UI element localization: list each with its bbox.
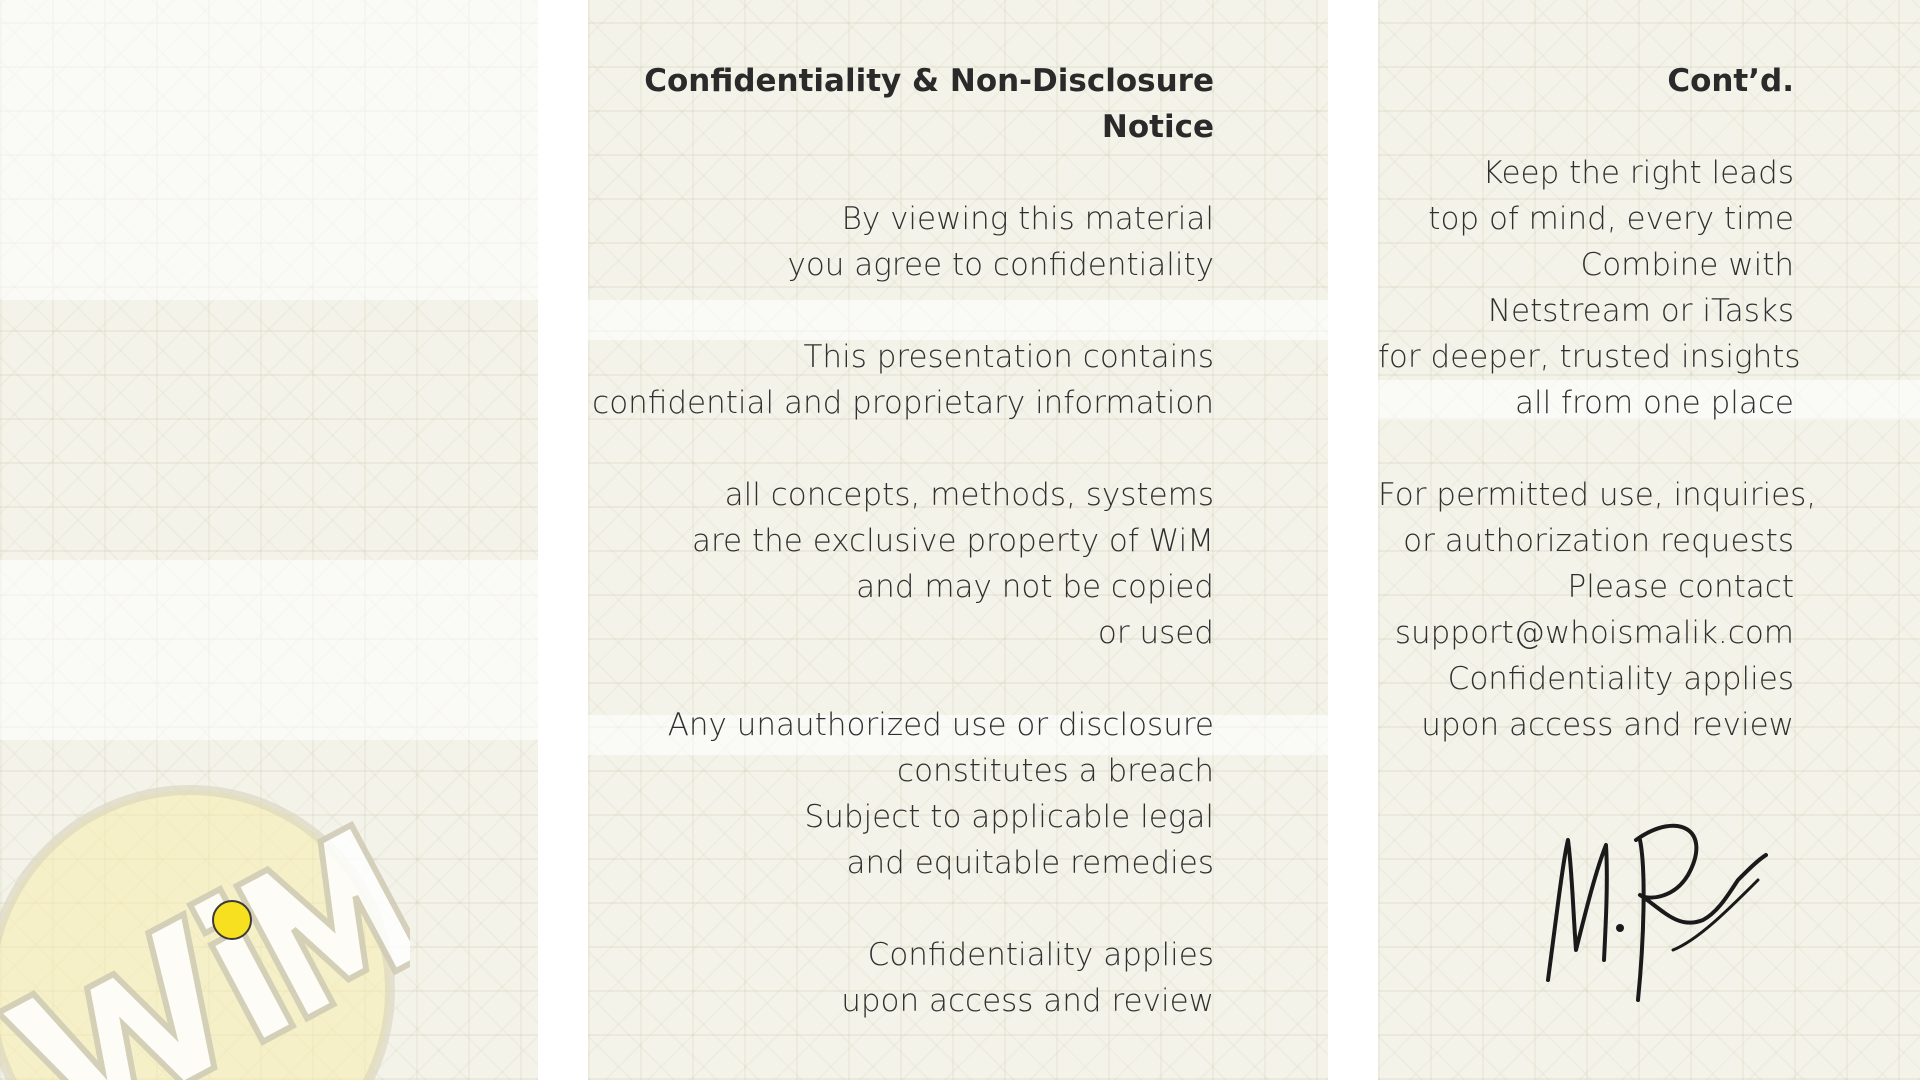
continued-line: For permitted use, inquiries, xyxy=(1378,477,1817,513)
continued-line: top of mind, every time xyxy=(1428,201,1794,237)
notice-line: confidential and proprietary information xyxy=(592,385,1214,421)
handwritten-signature-icon xyxy=(1528,800,1768,1010)
pattern-highlight-band xyxy=(0,560,538,740)
wim-logo-watermark-icon xyxy=(0,770,410,1080)
continued-panel xyxy=(1378,0,1920,1080)
line-spacer xyxy=(1378,426,1794,472)
notice-line: Any unauthorized use or disclosure xyxy=(667,707,1214,743)
left-pattern-panel xyxy=(0,0,538,1080)
continued-line: Keep the right leads xyxy=(1482,155,1794,191)
notice-line: By viewing this material xyxy=(841,201,1214,237)
continued-line: Please contact xyxy=(1567,569,1794,605)
line-spacer xyxy=(588,656,1214,702)
confidentiality-notice xyxy=(588,58,1214,1024)
line-spacer xyxy=(588,426,1214,472)
yellow-dot-cursor-icon xyxy=(212,900,252,940)
continued-line: Netstream or iTasks xyxy=(1487,293,1794,329)
notice-panel xyxy=(588,0,1328,1080)
line-spacer xyxy=(588,886,1214,932)
notice-line: Subject to applicable legal xyxy=(804,799,1214,835)
continued-line: or authorization requests xyxy=(1403,523,1794,559)
pattern-highlight-band xyxy=(0,0,538,300)
continued-notice xyxy=(1378,58,1817,748)
notice-line: Confidentiality applies xyxy=(867,937,1214,973)
notice-line: and may not be copied xyxy=(856,569,1214,605)
notice-line: are the exclusive property of WiM xyxy=(691,523,1214,559)
notice-line: or used xyxy=(1097,615,1214,651)
line-spacer xyxy=(588,288,1214,334)
notice-line: constitutes a breach xyxy=(897,753,1214,789)
continued-line: all from one place xyxy=(1514,385,1794,421)
notice-heading: Confidentiality & Non-Disclosure Notice xyxy=(644,63,1214,145)
continued-line: upon access and review xyxy=(1421,707,1794,743)
continued-line: Combine with xyxy=(1580,247,1794,283)
support-email-link[interactable]: support@whoismalik.com xyxy=(1394,615,1794,651)
notice-line: you agree to confidentiality xyxy=(787,247,1214,283)
notice-line: all concepts, methods, systems xyxy=(724,477,1214,513)
continued-line: Confidentiality applies xyxy=(1447,661,1794,697)
notice-line: upon access and review xyxy=(841,983,1214,1019)
continued-line: for deeper, trusted insights xyxy=(1378,339,1801,375)
notice-line: This presentation contains xyxy=(803,339,1214,375)
continued-heading: Cont’d. xyxy=(1667,63,1794,99)
notice-line: and equitable remedies xyxy=(846,845,1214,881)
